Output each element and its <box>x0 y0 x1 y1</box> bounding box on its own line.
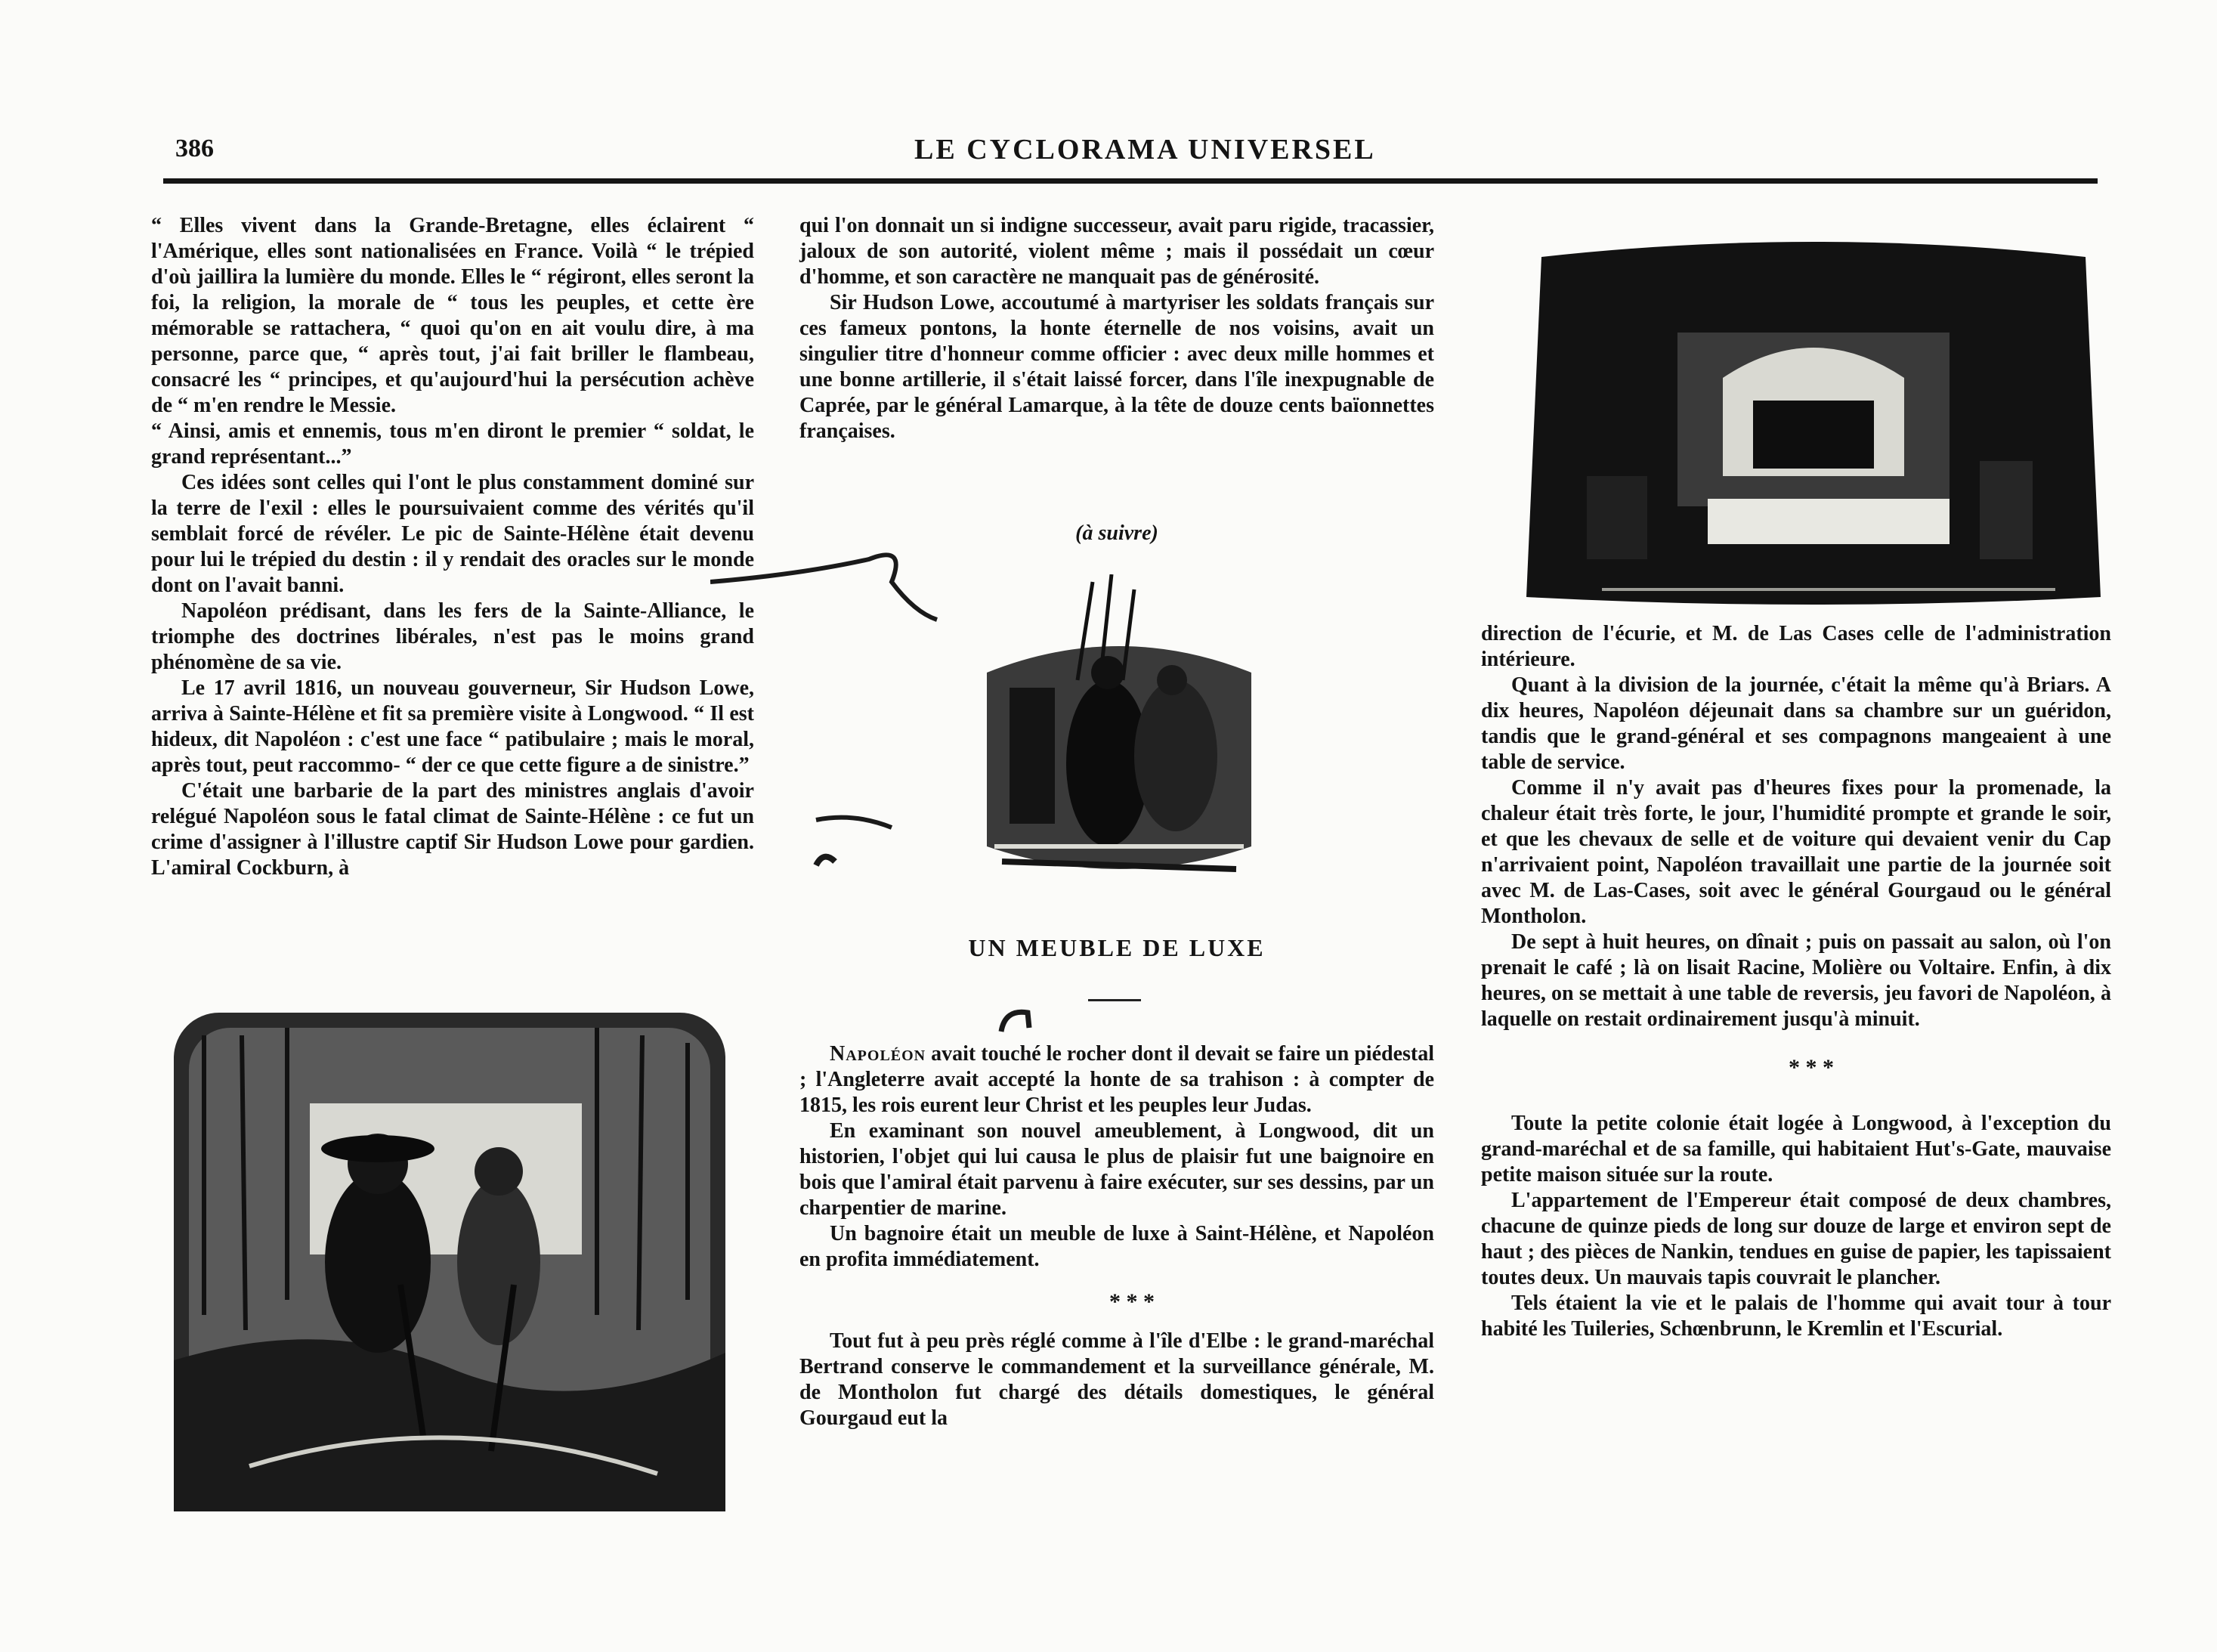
paragraph <box>799 1041 1434 1118</box>
garden-illustration <box>174 1013 725 1511</box>
paragraph: Toute la petite colonie était logée à Longwood, à l'exception du grand-maréchal et de sa famille, qui habitaient Hut's-Gate, mauvaise petite maison située sur la route. <box>1481 1112 2111 1186</box>
paragraph: Tout fut à peu près réglé comme à l'île d'Elbe : le grand-maréchal Bertrand conserve le commandement et la surveillance générale, M. de Montholon fut chargé des détails domestiques, le général Gourgaud eut la <box>799 1329 1434 1430</box>
paragraph: C'était une barbarie de la part des ministres anglais d'avoir relégué Napoléon sous le fatal climat de Sainte-Hélène : ce fut un crime d'assigner à l'illustre captif Sir Hudson Lowe pour gardien. L'amiral Cockburn, à <box>151 779 754 880</box>
paragraph: Ces idées sont celles qui l'ont le plus constamment dominé sur la terre de l'exil : elles le poursuivaient comme des vérités qu'il semblait forcé de révéler. Le pic de Sainte-Hélène était devenu pour lui le trépied du destin : il y rendait des oracles sur le monde dont on l'avait banni. <box>151 471 754 597</box>
ship-deck-engraving <box>979 574 1259 892</box>
paragraph: Un bagnoire était un meuble de luxe à Saint-Hélène, et Napoléon en profita immédiatement. <box>799 1222 1434 1271</box>
column-1 <box>151 213 754 881</box>
ship-illustration <box>979 574 1259 892</box>
paragraph: qui l'on donnait un si indigne successeur, avait paru rigide, tracassier, jaloux de son autorité, violent même ; mais il possédait un cœur d'homme, et son caractère ne manquait pas de générosité. <box>799 214 1434 289</box>
to-be-continued: (à suivre) <box>1075 521 1158 545</box>
paragraph: Quant à la division de la journée, c'était la même qu'à Briars. A dix heures, Napoléon déjeunait dans sa chambre sur un guéridon, tandis que le grand-général et ses compagnons mangeaient à une table de service. <box>1481 673 2111 774</box>
interior-illustration <box>1526 227 2101 612</box>
lead-text: avait touché le rocher dont il devait se faire un piédestal ; l'Angleterre avait accepté la honte de sa trahison : à compter de 1815, les rois eurent leur Christ et les peuples leur Judas. <box>799 1042 1434 1117</box>
page-number: 386 <box>175 135 214 162</box>
ink-mark <box>809 805 899 896</box>
running-title: LE CYCLORAMA UNIVERSEL <box>914 134 1376 166</box>
paragraph: Napoléon prédisant, dans les fers de la Sainte-Alliance, le triomphe des doctrines libérales, n'est pas le moins grand phénomène de sa vie. <box>151 599 754 674</box>
paragraph: Tels étaient la vie et le palais de l'homme qui avait tour à tour habité les Tuileries, Schœnbrunn, le Kremlin et l'Escurial. <box>1481 1292 2111 1341</box>
header-rule <box>163 178 2098 184</box>
interior-engraving <box>1526 227 2101 612</box>
asterism: * * * <box>1109 1289 1155 1314</box>
paragraph: Le 17 avril 1816, un nouveau gouverneur, Sir Hudson Lowe, arriva à Sainte-Hélène et fit sa première visite à Longwood. “ Il est hideux, dit Napoléon : c'est une face “ patibulaire ; mais le moral, après tout, peut raccommo- “ der ce que cette figure a de sinistre.” <box>151 676 754 777</box>
ink-scribble <box>710 529 997 635</box>
garden-engraving <box>174 1013 725 1511</box>
paragraph: En examinant son nouvel ameublement, à Longwood, dit un historien, l'objet qui lui causa le plus de plaisir fut une baignoire en bois que l'amiral était parvenu à faire exécuter, sur ses dessins, par un charpentier de marine. <box>799 1119 1434 1220</box>
column-3 <box>1481 621 2111 1342</box>
asterism: * * * <box>1789 1055 1834 1080</box>
paragraph: “ Elles vivent dans la Grande-Bretagne, elles éclairent “ l'Amérique, elles sont nationalisées en France. Voilà “ le trépied d'où jaillira la lumière du monde. Elles le “ régiront, elles seront la foi, la religion, la morale de “ tous les peuples, et cette ère mémorable se rattachera, “ quoi qu'on en ait voulu dire, à ma personne, parce que, “ après tout, j'ai fait briller le flambeau, consacré les “ principes, et qu'aujourd'hui la persécution achève de “ m'en rendre le Messie. <box>151 214 754 417</box>
paragraph: Comme il n'y avait pas d'heures fixes pour la promenade, la chaleur était très forte, le jour, l'humidité prompte et grande le soir, et que les chevaux de selle et de voiture qui devaient venir du Cap n'arrivaient point, Napoléon travaillait une partie de la journée soit avec M. de Las-Cases, soit avec le général Gourgaud ou le général Montholon. <box>1481 776 2111 928</box>
lead-smallcaps: Napoléon <box>830 1042 926 1066</box>
paragraph: Sir Hudson Lowe, accoutumé à martyriser les soldats français sur ces fameux pontons, la honte éternelle de nos voisins, avait un singulier titre d'honneur comme officier : avec deux mille hommes et une bonne artillerie, il s'était laissé forcer, dans l'île inexpugnable de Caprée, par le général Lamarque, à la tête de douze cents baïonnettes françaises. <box>799 291 1434 443</box>
paragraph: direction de l'écurie, et M. de Las Cases celle de l'administration intérieure. <box>1481 622 2111 671</box>
ink-mark <box>997 1005 1035 1035</box>
column-2-bottom <box>799 1041 1434 1431</box>
paragraph: L'appartement de l'Empereur était composé de deux chambres, chacune de quinze pieds de long sur douze de large et environ sept de haut ; des pièces de Nankin, tendues en guise de papier, les tapissaient toutes deux. Un mauvais tapis couvrait le plancher. <box>1481 1189 2111 1289</box>
title-divider <box>1088 999 1141 1001</box>
section-title: UN MEUBLE DE LUXE <box>968 934 1266 961</box>
column-2-top <box>799 213 1434 444</box>
paragraph: De sept à huit heures, on dînait ; puis on passait au salon, où l'on prenait le café ; là on lisait Racine, Molière ou Voltaire. Enfin, à dix heures, on se mettait à une table de reversis, jeu favori de Napoléon, à laquelle on restait ordinairement jusqu'à minuit. <box>1481 930 2111 1031</box>
paragraph: “ Ainsi, amis et ennemis, tous m'en diront le premier “ soldat, le grand représentant...” <box>151 419 754 469</box>
